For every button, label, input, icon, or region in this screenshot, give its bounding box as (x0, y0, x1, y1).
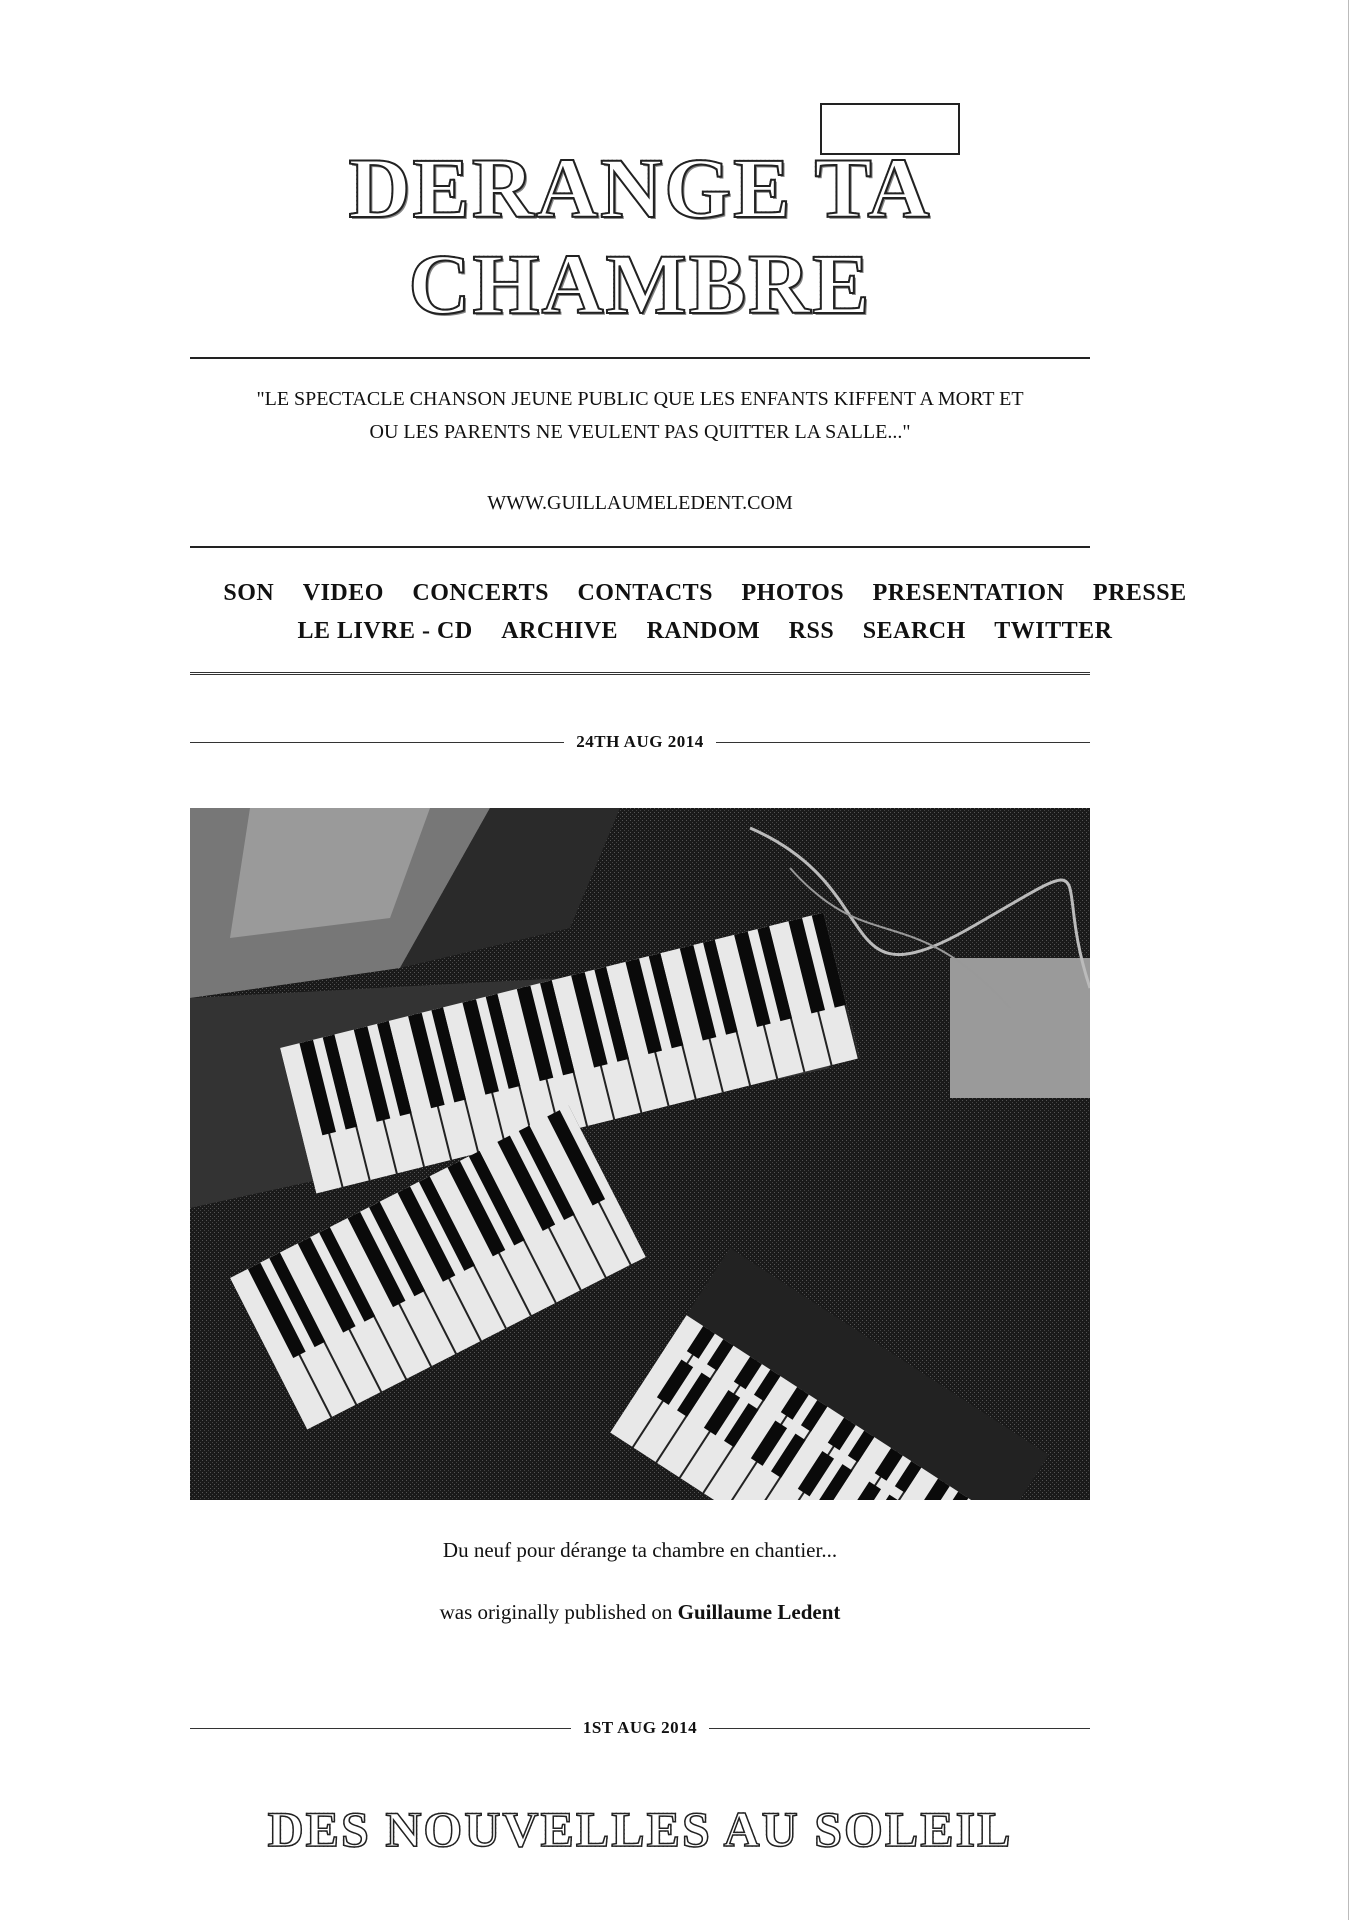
nav-item-contacts[interactable]: CONTACTS (577, 580, 714, 606)
post-date[interactable]: 24TH AUG 2014 (576, 732, 704, 751)
main-nav (180, 574, 1230, 650)
site-url-link[interactable]: WWW.GUILLAUMELEDENT.COM (487, 492, 793, 514)
published-source-link[interactable]: Guillaume Ledent (677, 1600, 841, 1624)
site-title-line1: DERANGE TA (348, 140, 932, 236)
nav-top-divider (190, 546, 1090, 548)
nav-item-concerts[interactable]: CONCERTS (412, 580, 549, 606)
nav-item-photos[interactable]: PHOTOS (741, 580, 845, 606)
published-prefix: was originally published on (439, 1600, 678, 1624)
nav-item-twitter[interactable]: TWITTER (994, 618, 1113, 644)
post-date[interactable]: 1ST AUG 2014 (582, 1718, 698, 1737)
post-photo[interactable] (190, 808, 1090, 1500)
nav-bottom-divider (190, 672, 1090, 675)
post-caption: Du neuf pour dérange ta chambre en chantier... (442, 1538, 838, 1562)
nav-item-presentation[interactable]: PRESENTATION (872, 580, 1065, 606)
page-edge (1348, 0, 1349, 1920)
date-rule-left (190, 1728, 571, 1729)
nav-item-archive[interactable]: ARCHIVE (501, 618, 619, 644)
date-rule-right (716, 742, 1090, 743)
nav-item-rss[interactable]: RSS (788, 618, 835, 644)
published-line (190, 1600, 1090, 1625)
post-title[interactable]: DES NOUVELLES AU SOLEIL (190, 1800, 1090, 1858)
header-divider (190, 357, 1090, 359)
site-title[interactable] (190, 140, 1090, 332)
tagline-line1: "LE SPECTACLE CHANSON JEUNE PUBLIC QUE LES ENFANTS KIFFENT A MORT ET (256, 388, 1024, 410)
nav-item-livre-cd[interactable]: LE LIVRE - CD (297, 618, 473, 644)
site-title-line2: CHAMBRE (408, 236, 872, 332)
keyboards-photo-graphic (190, 808, 1090, 1500)
nav-item-video[interactable]: VIDEO (302, 580, 384, 606)
post-date-row (190, 730, 1090, 754)
date-rule-right (709, 1728, 1090, 1729)
nav-item-son[interactable]: SON (223, 580, 275, 606)
nav-item-random[interactable]: RANDOM (646, 618, 761, 644)
tagline-line2: OU LES PARENTS NE VEULENT PAS QUITTER LA SALLE..." (369, 421, 911, 443)
post-date-row-2 (190, 1716, 1090, 1740)
nav-item-search[interactable]: SEARCH (862, 618, 966, 644)
date-rule-left (190, 742, 564, 743)
tagline (190, 383, 1090, 449)
nav-item-presse[interactable]: PRESSE (1092, 580, 1187, 606)
